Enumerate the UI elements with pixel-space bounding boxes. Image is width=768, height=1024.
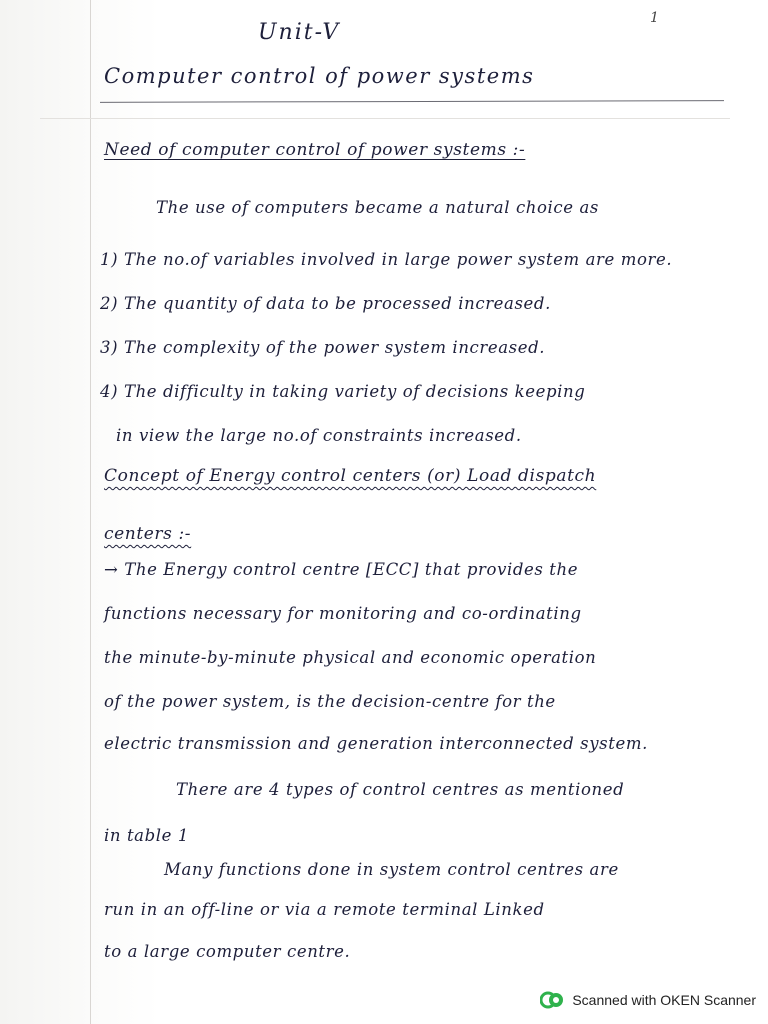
watermark-text: Scanned with OKEN Scanner [572, 992, 756, 1008]
point-4: 4) The difficulty in taking variety of decisions keeping [100, 382, 586, 401]
margin-line [90, 0, 91, 1024]
chapter-title: Computer control of power systems [104, 64, 535, 88]
page-mark: 1 [650, 10, 660, 26]
point-1: 1) The no.of variables involved in large power system are more. [100, 250, 673, 269]
point-3: 3) The complexity of the power system increased. [100, 338, 546, 357]
paragraph-line: There are 4 types of control centres as mentioned [176, 780, 625, 799]
paragraph-line: electric transmission and generation interconnected system. [104, 734, 648, 753]
unit-title: Unit-V [258, 20, 341, 45]
point-2: 2) The quantity of data to be processed increased. [100, 294, 551, 313]
paragraph-line: Many functions done in system control centres are [164, 860, 619, 879]
title-underline [100, 100, 724, 103]
section-heading-concept: Concept of Energy control centers (or) Load dispatch [104, 466, 597, 486]
paragraph-line: functions necessary for monitoring and co-ordinating [104, 604, 582, 623]
intro-line: The use of computers became a natural choice as [156, 198, 599, 217]
section-heading-concept-continued: centers :- [104, 524, 192, 544]
paragraph-line: → The Energy control centre [ECC] that provides the [104, 560, 579, 579]
paragraph-line: of the power system, is the decision-centre for the [104, 692, 556, 711]
paragraph-line: the minute-by-minute physical and economic operation [104, 648, 597, 667]
page-fold-line [40, 118, 730, 119]
paragraph-line: in table 1 [104, 826, 189, 845]
paragraph-line: to a large computer centre. [104, 942, 351, 961]
section-heading-need: Need of computer control of power systems :- [104, 140, 526, 160]
scanner-watermark [540, 990, 756, 1010]
point-4-continued: in view the large no.of constraints increased. [116, 426, 522, 445]
paragraph-line: run in an off-line or via a remote terminal Linked [104, 900, 545, 919]
oken-scanner-logo-icon [540, 990, 564, 1010]
